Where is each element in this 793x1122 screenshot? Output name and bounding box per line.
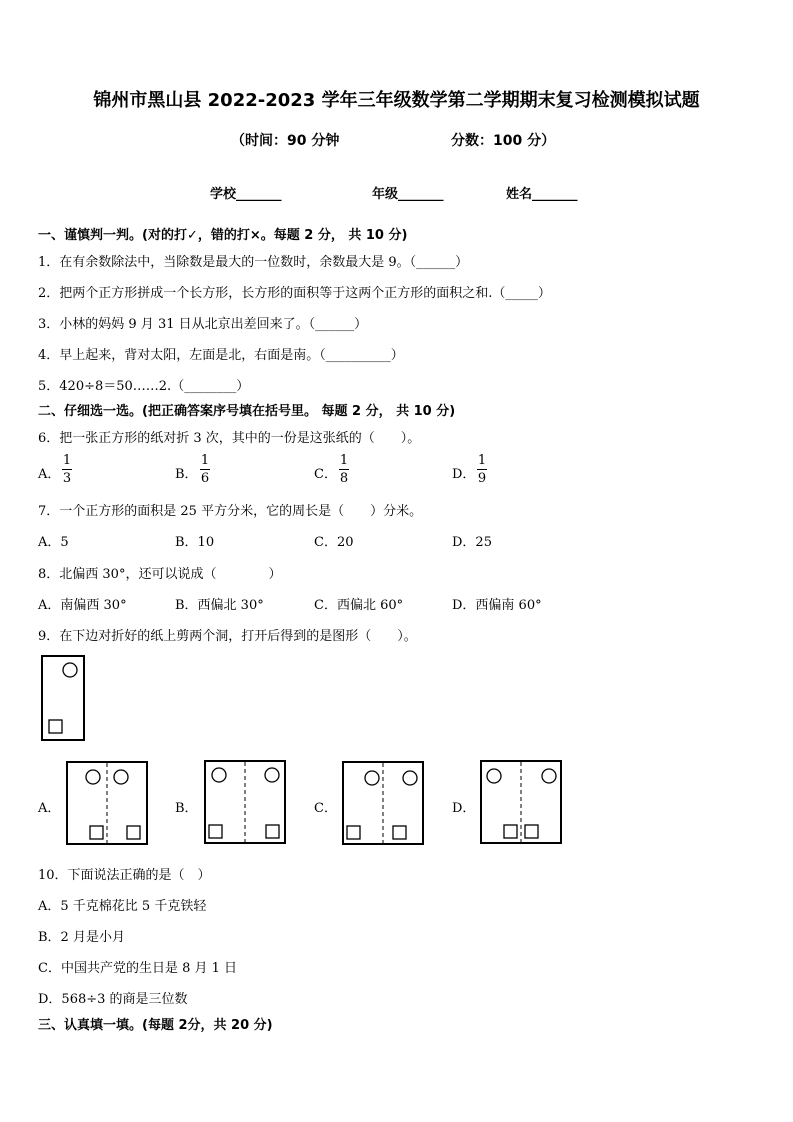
q6-a-denominator: 3 xyxy=(62,471,72,486)
question-7: 7．一个正方形的面积是 25 平方分米，它的周长是（ ）分米。 xyxy=(38,504,423,519)
q9-option-d-letter: D． xyxy=(452,801,476,816)
q6-d-numerator: 1 xyxy=(477,453,487,468)
question-3: 3．小林的妈妈 9 月 31 日从北京出差回来了。（______） xyxy=(38,317,368,332)
name-field: 姓名_______ xyxy=(506,187,578,202)
section2-heading: 二、仔细选一选。(把正确答案序号填在括号里。 每题 2 分， 共 10 分) xyxy=(38,404,456,419)
q9-option-a-figure xyxy=(65,760,149,846)
q6-b-denominator: 6 xyxy=(200,471,210,486)
q6-option-d-letter: D． xyxy=(452,467,476,482)
q6-option-a-fraction xyxy=(62,453,72,486)
q7-option-b: B．10 xyxy=(175,535,215,550)
q9-option-c-figure xyxy=(341,760,425,846)
question-8: 8．北偏西 30°，还可以说成（ ） xyxy=(38,567,282,582)
q6-option-a-letter: A． xyxy=(38,467,61,482)
q8-option-a: A．南偏西 30° xyxy=(38,598,127,613)
page-title: 锦州市黑山县 2022-2023 学年三年级数学第二学期期末复习检测模拟试题 xyxy=(93,90,700,111)
q6-option-c-letter: C． xyxy=(314,467,337,482)
q10-option-a: A．5 千克棉花比 5 千克铁轻 xyxy=(38,899,207,914)
question-9: 9．在下边对折好的纸上剪两个洞，打开后得到的是图形（ ）。 xyxy=(38,629,417,644)
q6-option-b-letter: B． xyxy=(175,467,198,482)
q8-option-b: B．西偏北 30° xyxy=(175,598,264,613)
q10-option-d: D．568÷3 的商是三位数 xyxy=(38,992,188,1007)
q6-c-denominator: 8 xyxy=(339,471,349,486)
q9-option-a-letter: A． xyxy=(38,801,61,816)
q6-d-denominator: 9 xyxy=(477,471,487,486)
question-2: 2．把两个正方形拼成一个长方形，长方形的面积等于这两个正方形的面积之和.（_____） xyxy=(38,286,551,301)
q10-option-b: B．2 月是小月 xyxy=(38,930,125,945)
section1-heading: 一、谨慎判一判。(对的打✓，错的打×。每题 2 分， 共 10 分) xyxy=(38,228,408,243)
q6-c-numerator: 1 xyxy=(339,453,349,468)
q6-option-b-fraction xyxy=(200,453,210,486)
question-1: 1．在有余数除法中，当除数是最大的一位数时，余数最大是 9。（______） xyxy=(38,255,469,270)
question-10: 10．下面说法正确的是（ ） xyxy=(38,868,211,883)
q7-option-d: D．25 xyxy=(452,535,492,550)
q6-a-numerator: 1 xyxy=(62,453,72,468)
q9-option-c-letter: C． xyxy=(314,801,337,816)
q6-option-c-fraction xyxy=(339,453,349,486)
score-label: 分数：100 分） xyxy=(451,133,556,149)
q9-option-b-letter: B． xyxy=(175,801,198,816)
grade-field: 年级_______ xyxy=(372,187,444,202)
q6-option-d-fraction xyxy=(477,453,487,486)
q10-option-c: C．中国共产党的生日是 8 月 1 日 xyxy=(38,961,238,976)
question-5: 5．420÷8＝50……2.（________） xyxy=(38,379,250,394)
q9-option-d-figure xyxy=(479,759,563,845)
question-4: 4．早上起来，背对太阳，左面是北，右面是南。（__________） xyxy=(38,348,404,363)
q9-option-b-figure xyxy=(203,759,287,845)
q7-option-c: C．20 xyxy=(314,535,354,550)
q8-option-c: C．西偏北 60° xyxy=(314,598,404,613)
school-field: 学校_______ xyxy=(210,187,282,202)
folded-paper-figure xyxy=(40,654,88,744)
section3-heading: 三、认真填一填。(每题 2分，共 20 分) xyxy=(38,1018,273,1033)
question-6: 6．把一张正方形的纸对折 3 次，其中的一份是这张纸的（ ）。 xyxy=(38,431,421,446)
q8-option-d: D．西偏南 60° xyxy=(452,598,542,613)
q7-option-a: A．5 xyxy=(38,535,69,550)
q6-b-numerator: 1 xyxy=(200,453,210,468)
time-label: （时间：90 分钟 xyxy=(231,133,340,149)
